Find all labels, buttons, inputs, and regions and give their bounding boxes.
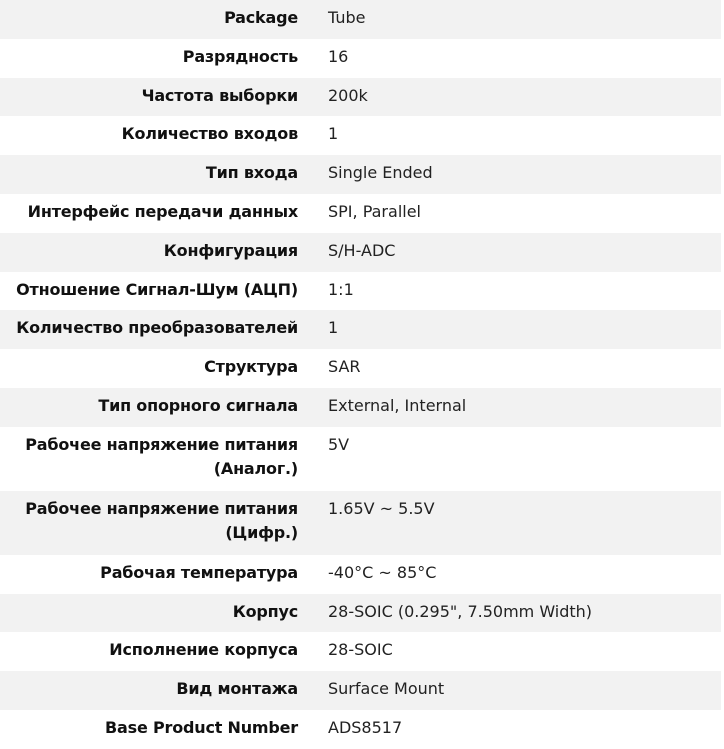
spec-value: SAR: [316, 349, 721, 388]
spec-row-snr: [0, 272, 721, 311]
spec-label: Рабочее напряжение питания (Цифр.): [0, 491, 316, 555]
spec-row-data-interface: [0, 194, 721, 233]
spec-label: Структура: [0, 349, 316, 388]
spec-value: ADS8517: [316, 710, 721, 749]
spec-row-input-count: [0, 116, 721, 155]
spec-row-supply-analog: [0, 427, 721, 491]
spec-row-configuration: [0, 233, 721, 272]
spec-label: Корпус: [0, 594, 316, 633]
spec-row-supply-digital: [0, 491, 721, 555]
spec-label: Разрядность: [0, 39, 316, 78]
spec-label: Рабочая температура: [0, 555, 316, 594]
spec-row-input-type: [0, 155, 721, 194]
spec-value: 1.65V ~ 5.5V: [316, 491, 721, 555]
spec-label: Частота выборки: [0, 78, 316, 117]
spec-value: 16: [316, 39, 721, 78]
spec-label: Тип входа: [0, 155, 316, 194]
spec-value: S/H-ADC: [316, 233, 721, 272]
spec-row-resolution: [0, 39, 721, 78]
spec-label: Отношение Сигнал-Шум (АЦП): [0, 272, 316, 311]
spec-label: Количество входов: [0, 116, 316, 155]
spec-label: Интерфейс передачи данных: [0, 194, 316, 233]
spec-label: Вид монтажа: [0, 671, 316, 710]
spec-label: Тип опорного сигнала: [0, 388, 316, 427]
spec-value: External, Internal: [316, 388, 721, 427]
spec-value: Surface Mount: [316, 671, 721, 710]
spec-row-converter-count: [0, 310, 721, 349]
spec-label: Исполнение корпуса: [0, 632, 316, 671]
spec-value: Tube: [316, 0, 721, 39]
spec-row-supplier-device-package: [0, 632, 721, 671]
spec-value: 1: [316, 310, 721, 349]
spec-row-sampling-rate: [0, 78, 721, 117]
spec-label: Рабочее напряжение питания (Аналог.): [0, 427, 316, 491]
spec-row-base-product-number: [0, 710, 721, 749]
spec-value: SPI, Parallel: [316, 194, 721, 233]
spec-value: 1: [316, 116, 721, 155]
spec-row-architecture: [0, 349, 721, 388]
spec-value: -40°C ~ 85°C: [316, 555, 721, 594]
spec-value: 28-SOIC: [316, 632, 721, 671]
spec-row-package: [0, 0, 721, 39]
spec-value: 200k: [316, 78, 721, 117]
spec-value: 28-SOIC (0.295", 7.50mm Width): [316, 594, 721, 633]
spec-label: Количество преобразователей: [0, 310, 316, 349]
spec-row-reference-type: [0, 388, 721, 427]
spec-label: Конфигурация: [0, 233, 316, 272]
spec-value: Single Ended: [316, 155, 721, 194]
spec-row-operating-temperature: [0, 555, 721, 594]
spec-label: Base Product Number: [0, 710, 316, 749]
spec-value: 5V: [316, 427, 721, 491]
spec-row-mounting-type: [0, 671, 721, 710]
spec-row-package-case: [0, 594, 721, 633]
spec-value: 1:1: [316, 272, 721, 311]
spec-label: Package: [0, 0, 316, 39]
